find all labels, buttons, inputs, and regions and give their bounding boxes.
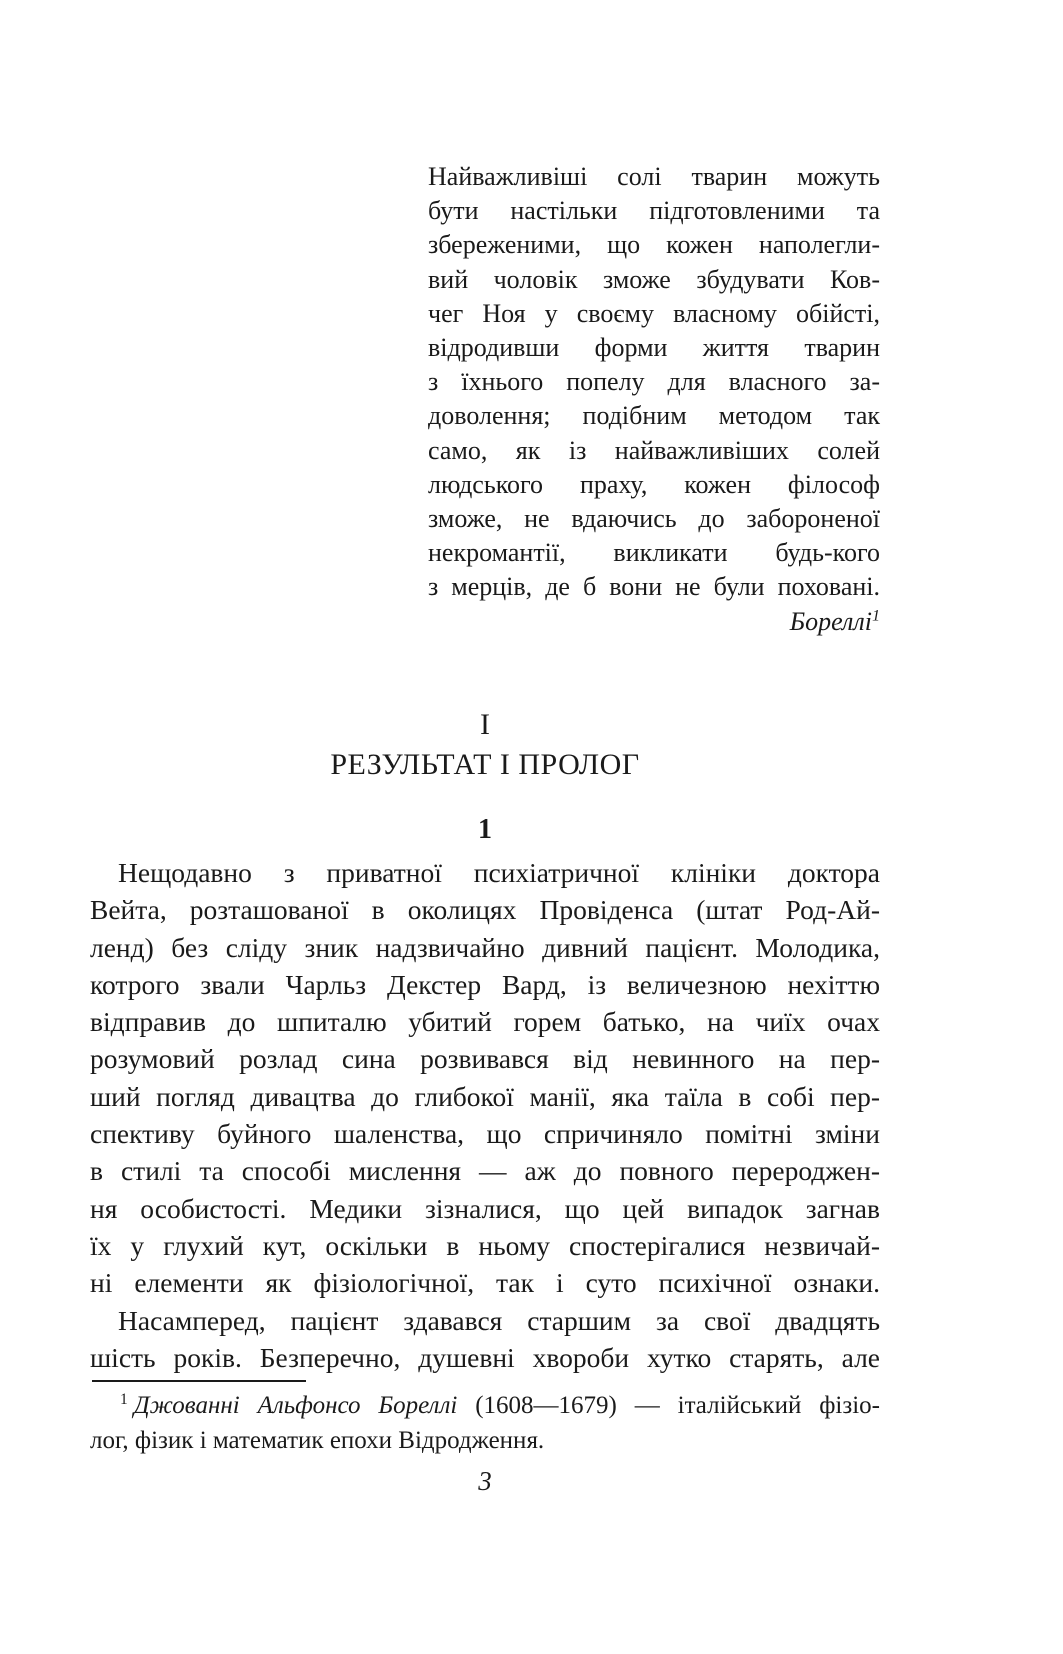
epigraph-line: збереженими, що кожен наполегли- xyxy=(428,230,880,260)
epigraph-line: само, як із найважливіших солей xyxy=(428,435,880,465)
epigraph-line: з їхнього попелу для власного за- xyxy=(428,367,880,397)
body-line: ня особистості. Медики зізналися, що цей випадок загнав xyxy=(90,1192,880,1224)
body-line: Насамперед, пацієнт здавався старшим за свої двадцять xyxy=(118,1304,880,1336)
epigraph-line: некромантії, викликати будь-кого xyxy=(428,538,880,568)
epigraph-attribution-name: Бореллі xyxy=(789,606,872,636)
footnote-text-rest: (1608—1679) — італійський фізіо- xyxy=(475,1392,881,1419)
footnote-name-italic: Джованні Альфонсо Бореллі xyxy=(133,1392,458,1419)
footnote-marker: 1 xyxy=(120,1390,128,1408)
footnote-text xyxy=(457,1392,475,1419)
epigraph xyxy=(428,160,880,639)
body-line: їх у глухий кут, оскільки в ньому спостерігалися незвичай- xyxy=(90,1229,880,1261)
epigraph-line: чег Ноя у своєму власному обійсті, xyxy=(428,298,880,328)
body-line: відправив до шпиталю убитий горем батько, на чиїх очах xyxy=(90,1006,880,1038)
epigraph-line: Найважливіші солі тварин можуть xyxy=(428,162,880,191)
body-line: котрого звали Чарльз Декстер Вард, із величезною нехіттю xyxy=(90,968,880,1000)
body-line: розумовий розлад сина розвивався від невинного на пер- xyxy=(90,1043,880,1075)
epigraph-attribution xyxy=(428,605,880,639)
footnote xyxy=(90,1388,880,1458)
epigraph-line: вий чоловік зможе збудувати Ков- xyxy=(428,264,880,294)
epigraph-line: доволення; подібним методом так xyxy=(428,401,880,431)
footnote-line xyxy=(90,1388,880,1423)
body-line: ший погляд дивацтва до глибокої манії, яка таїла в собі пер- xyxy=(90,1080,880,1112)
epigraph-line: відродивши форми життя тварин xyxy=(428,333,880,363)
epigraph-line: зможе, не вдаючись до забороненої xyxy=(428,504,880,534)
epigraph-line: бути настільки підготовленими та xyxy=(428,196,880,226)
body-line: спективу буйного шаленства, що спричиняло помітні зміни xyxy=(90,1118,880,1150)
chapter-number: І xyxy=(480,708,490,741)
body-line: Нещодавно з приватної психіатричної клініки доктора xyxy=(118,857,880,888)
footnote-line: лог, фізик і математик епохи Відродження. xyxy=(90,1427,545,1454)
section-number: 1 xyxy=(478,814,492,845)
body-line: ленд) без сліду зник надзвичайно дивний пацієнт. Молодика, xyxy=(90,931,880,963)
body-line: шість років. Безперечно, душевні хвороби хутко старять, але xyxy=(90,1341,880,1373)
body-text xyxy=(90,854,880,1376)
epigraph-line: з мерців, де б вони не були поховані. xyxy=(428,572,880,602)
page-number: 3 xyxy=(478,1466,492,1496)
body-line: Вейта, розташованої в околицях Провіденса (штат Род-Ай- xyxy=(90,894,880,926)
footnote-reference: 1 xyxy=(871,606,880,624)
chapter-title: РЕЗУЛЬТАТ І ПРОЛОГ xyxy=(330,748,640,781)
paragraph-2 xyxy=(90,1302,880,1377)
body-line: в стилі та способі мислення — аж до повного перероджен- xyxy=(90,1155,880,1187)
paragraph-1 xyxy=(90,854,880,1302)
body-line: ні елементи як фізіологічної, так і суто психічної ознаки. xyxy=(90,1267,880,1299)
footnote-separator xyxy=(92,1380,306,1382)
epigraph-line: людського праху, кожен філософ xyxy=(428,469,880,499)
